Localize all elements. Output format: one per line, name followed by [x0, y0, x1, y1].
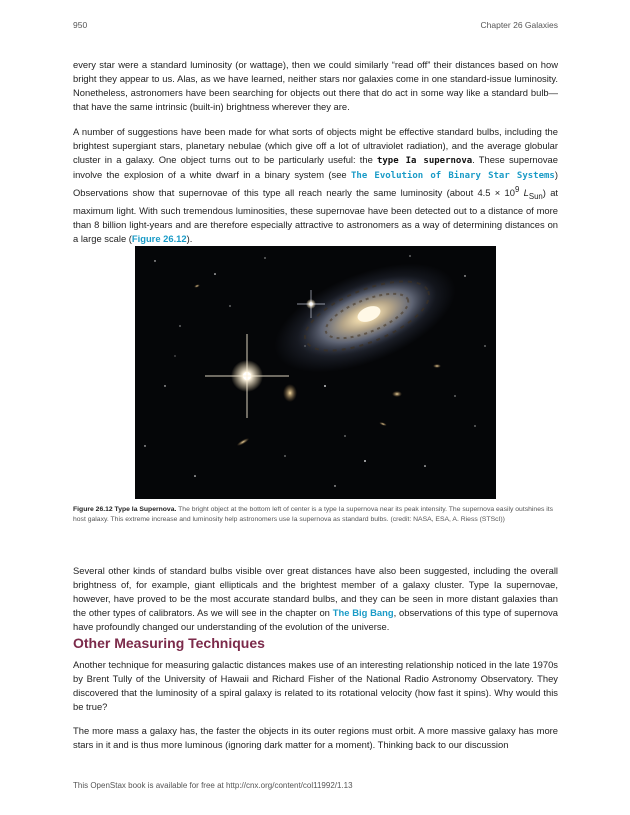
- paragraph-standard-bulb-intro: every star were a standard luminosity (or wattage), then we could similarly “read off” their distances based on how bright they appear to us. Alas, as we have learned, neither stars nor galaxies come in one standard-issue luminosity. Nonetheless, astronomers have been searching for objects out there that do act in some way like a standard bulb—that have the same intrinsic (built-in) brightness wherever they are.: [73, 59, 558, 112]
- text-run: . These supernovae involve the explosion of a white dwarf in a binary system (see: [73, 154, 558, 180]
- link-figure-26-12[interactable]: Figure 26.12: [131, 233, 187, 244]
- figure-label: Figure 26.12 Type Ia Supernova.: [73, 506, 177, 513]
- text-run: ) Observations show that supernovae of this type all reach nearly the same luminosity (about 4.5 × 10: [73, 169, 558, 199]
- luminosity-symbol: L: [523, 187, 529, 199]
- supernova-galaxy-photo: [135, 246, 496, 499]
- key-term-type-ia-supernova: type Ia supernova: [376, 156, 473, 166]
- page-number: 950: [73, 20, 88, 30]
- text-run: , observations of this type of supernova have profoundly changed our understanding of the evolution of the universe.: [73, 607, 559, 632]
- luminosity-subscript: Sun: [528, 192, 543, 201]
- text-run: A number of suggestions have been made for what sorts of objects might be effective standard bulbs, including the brightest supergiant stars, planetary nebulae (which give off a lot of ultraviolet radiation), and the average globular cluster in a galaxy. One object turns out to be particularly useful: the: [73, 126, 558, 165]
- link-the-big-bang[interactable]: The Big Bang: [332, 607, 394, 618]
- section-heading: Other Measuring Techniques: [73, 635, 265, 651]
- figure-caption: [73, 505, 559, 524]
- exponent: 9: [514, 185, 520, 194]
- text-run: Several other kinds of standard bulbs visible over great distances have also been suggested, including the overall brightness of, for example, giant ellipticals and the brightest member of a galaxy cluster. Type Ia supernovae, however, have proved to be the most accurate standard bulbs, and they can be seen in more distant galaxies than the other types of calibrators. As we will see in the chapter on: [73, 565, 558, 618]
- footer-note: This OpenStax book is available for free at http://cnx.org/content/col11992/1.13: [73, 781, 353, 790]
- text-run: ) at maximum light. With such tremendous luminosities, these supernovae have been detected out to a distance of more than 8 billion light-years and are therefore especially attractive to astronomers as a way of determining distances on a large scale (: [73, 187, 559, 244]
- galaxy-image-drawing: [135, 246, 496, 499]
- caption-text: The bright object at the bottom left of center is a type Ia supernova near its peak intensity. The supernova easily outshines its host galaxy. This extreme increase and luminosity help astronomers use Ia supernova as standard bulbs. (credit: NASA, ESA, A. Riess (STScI)): [73, 506, 554, 523]
- text-run: ).: [186, 233, 193, 244]
- chapter-title: Chapter 26 Galaxies: [480, 20, 558, 30]
- paragraph-tully-fisher: Another technique for measuring galactic distances makes use of an interesting relationship noticed in the late 1970s by Brent Tully of the University of Hawaii and Richard Fisher of the National Radio Astronomy Observatory. They discovered that the luminosity of a spiral galaxy is related to its rotational velocity (how fast it spins). Why would this be true?: [73, 659, 558, 712]
- paragraph-other-standard-bulbs: [73, 564, 558, 634]
- paragraph-galaxy-mass: The more mass a galaxy has, the faster the objects in its outer regions must orbit. A more massive galaxy has more stars in it and is thus more luminous (ignoring dark matter for a moment). Thinking back to our discussion: [73, 725, 558, 750]
- link-evolution-of-binary-star-systems[interactable]: The Evolution of Binary Star Systems: [351, 171, 555, 181]
- paragraph-type-ia-supernova: [73, 125, 558, 246]
